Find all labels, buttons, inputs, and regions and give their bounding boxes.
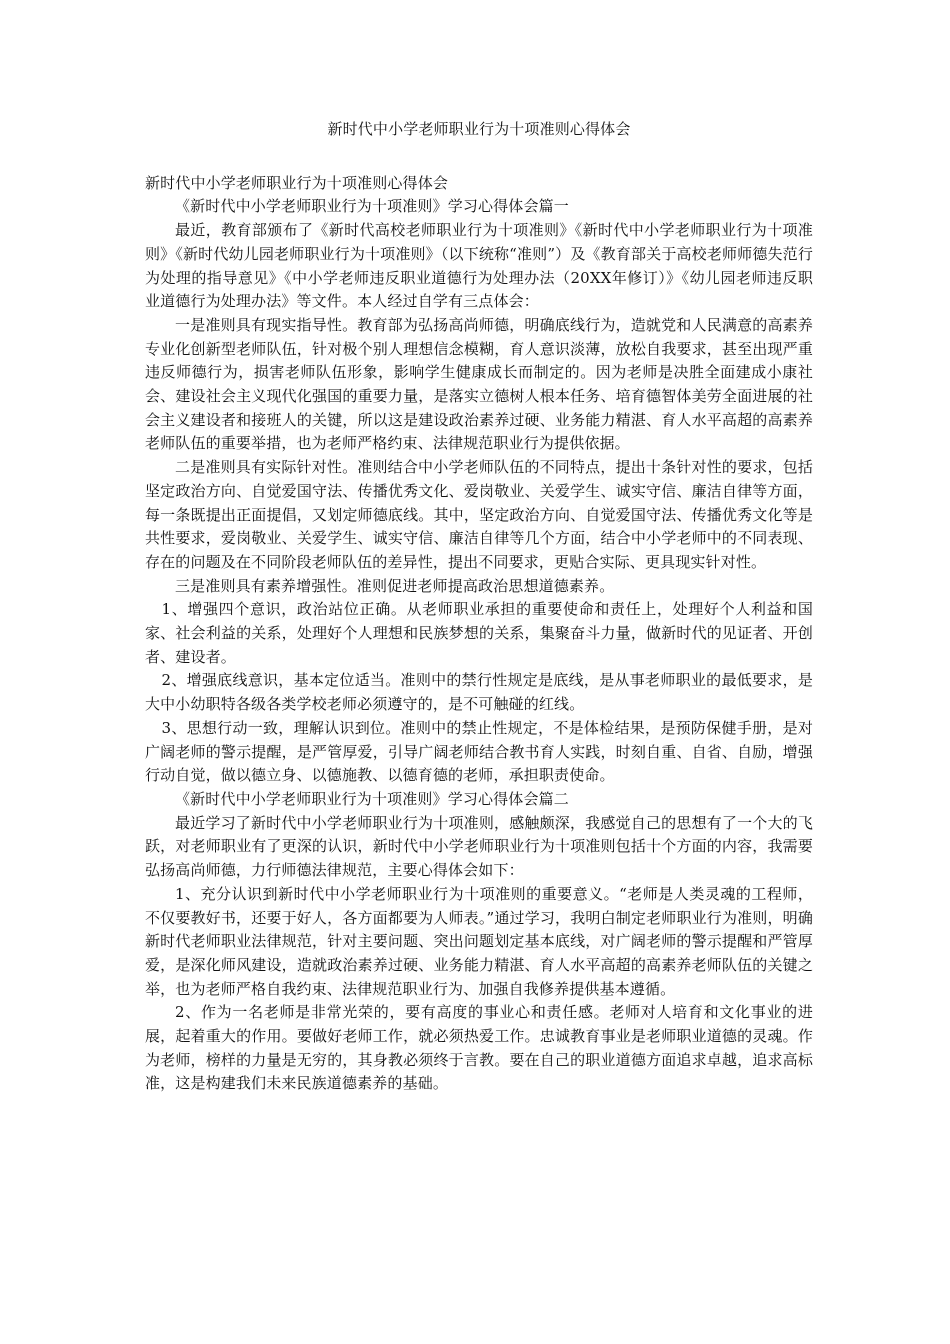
paragraph-article-two-item-2: 2、作为一名老师是非常光荣的，要有高度的事业心和责任感。老师对人培育和文化事业的进展，起着重大的作用。要做好老师工作，就必须热爱工作。忠诚教育事业是老师职业道德的灵魂。作为老师，榜样的力量是无穷的，其身教必须终于言教。要在自己的职业道德方面追求卓越，追求高标准，这是构建我们未来民族道德素养的基础。 [145,1003,813,1093]
paragraph-point-one: 一是准则具有现实指导性。教育部为弘扬高尚师德，明确底线行为，造就党和人民满意的高素养专业化创新型老师队伍，针对极个别人理想信念模糊，育人意识淡薄，放松自我要求，甚至出现严重违反师德行为，损害老师队伍形象，影响学生健康成长而制定的。因为老师是决胜全面建成小康社会、建设社会主义现代化强国的重要力量，是落实立德树人根本任务、培育德智体美劳全面进展的社会主义建设者和接班人的关键，所以这是建设政治素养过硬、业务能力精湛、育人水平高超的高素养老师队伍的重要举措，也为老师严格约束、法律规范职业行为提供依据。 [145,315,813,453]
paragraph-point-two: 二是准则具有实际针对性。准则结合中小学老师队伍的不同特点，提出十条针对性的要求，包括坚定政治方向、自觉爱国守法、传播优秀文化、爱岗敬业、关爱学生、诚实守信、廉洁自律等方面，每一条既提出正面提倡，又划定师德底线。其中，坚定政治方向、自觉爱国守法、传播优秀文化等是共性要求，爱岗敬业、关爱学生、诚实守信、廉洁自律等几个方面，结合中小学老师中的不同表现、存在的问题及在不同阶段老师队伍的差异性，提出不同要求，更贴合实际、更具现实针对性。 [145,458,813,571]
paragraph-point-three: 三是准则具有素养增强性。准则促进老师提高政治思想道德素养。 [175,576,615,595]
article-one-heading: 《新时代中小学老师职业行为十项准则》学习心得体会篇一 [175,197,569,216]
paragraph-article-two-intro: 最近学习了新时代中小学老师职业行为十项准则，感触颇深，我感觉自己的思想有了一个大的飞跃，对老师职业有了更深的认识，新时代中小学老师职业行为十项准则包括十个方面的内容，我需要弘扬高尚师德，力行师德法律规范，主要心得体会如下： [145,813,813,880]
document-title: 新时代中小学老师职业行为十项准则心得体会 [327,120,631,138]
doc-heading: 新时代中小学老师职业行为十项准则心得体会 [145,173,449,192]
paragraph-item-3: 3、思想行动一致，理解认识到位。准则中的禁止性规定，不是体检结果，是预防保健手册，是对广阔老师的警示提醒，是严管厚爱，引导广阔老师结合教书育人实践，时刻自重、自省、自励，增强行动自觉，做以德立身、以德施教、以德育德的老师，承担职责使命。 [145,718,813,785]
paragraph-item-1: 1、增强四个意识，政治站位正确。从老师职业承担的重要使命和责任上，处理好个人利益和国家、社会利益的关系，处理好个人理想和民族梦想的关系，集聚奋斗力量，做新时代的见证者、开创者、建设者。 [145,600,813,666]
paragraph-intro: 最近，教育部颁布了《新时代高校老师职业行为十项准则》《新时代中小学老师职业行为十项准则》《新时代幼儿园老师职业行为十项准则》（以下统称“准则”）及《教育部关于高校老师师德失范行为处理的指导意见》《中小学老师违反职业道德行为处理办法（20XX年修订）》《幼儿园老师违反职业道德行为处理办法》等文件。本人经过自学有三点体会： [145,221,813,311]
article-two-heading: 《新时代中小学老师职业行为十项准则》学习心得体会篇二 [175,789,569,808]
paragraph-item-2: 2、增强底线意识，基本定位适当。准则中的禁行性规定是底线，是从事老师职业的最低要求，是大中小幼职特各级各类学校老师必须遵守的，是不可触碰的红线。 [145,671,813,714]
paragraph-article-two-item-1: 1、充分认识到新时代中小学老师职业行为十项准则的重要意义。“老师是人类灵魂的工程师，不仅要教好书，还要于好人，各方面都要为人师表。”通过学习，我明白制定老师职业行为准则，明确新时代老师职业法律规范，针对主要问题、突出问题划定基本底线，对广阔老师的警示提醒和严管厚爱，是深化师风建设，造就政治素养过硬、业务能力精湛、育人水平高超的高素养老师队伍的关键之举，也为老师严格自我约束、法律规范职业行为、加强自我修养提供基本遵循。 [145,884,813,998]
document-page [145,118,813,1096]
